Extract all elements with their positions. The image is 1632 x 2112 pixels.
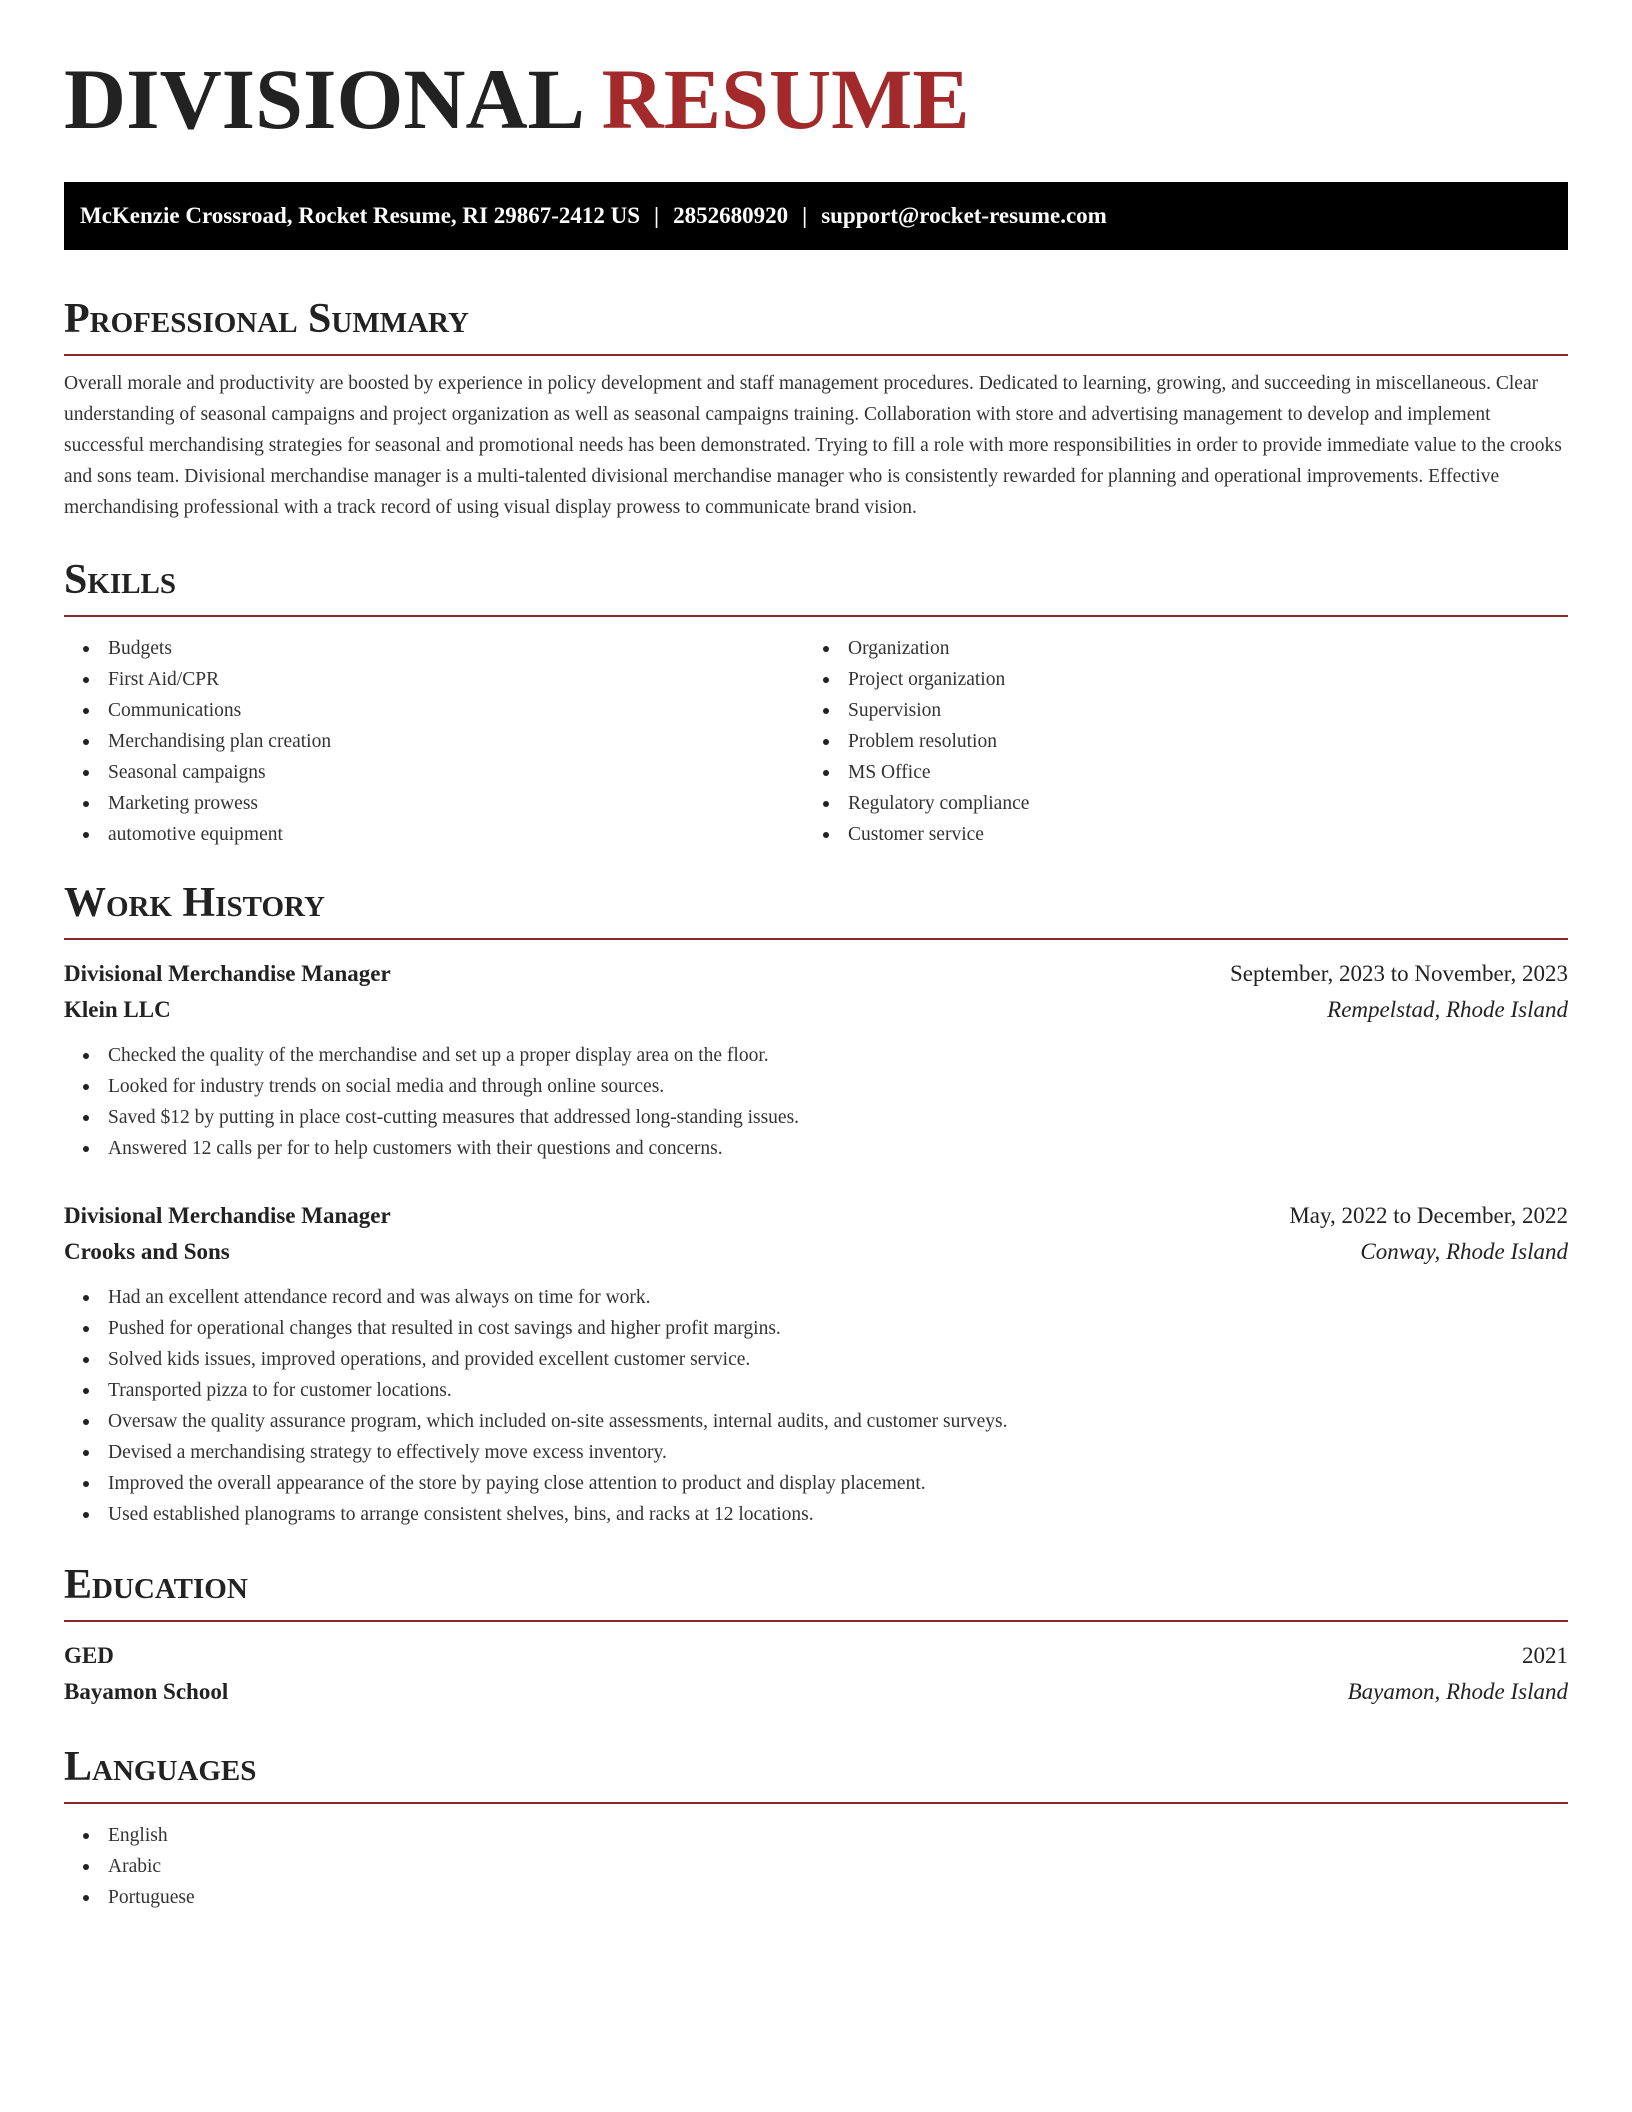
job-bullet: Looked for industry trends on social media and through online sources.: [108, 1071, 1568, 1102]
skill-item: Project organization: [848, 664, 1544, 695]
work-history-section: [64, 882, 1568, 1530]
skills-heading: Skills: [64, 559, 1568, 617]
job-dates: September, 2023 to November, 2023: [1230, 961, 1568, 986]
job-bullet: Oversaw the quality assurance program, which included on-site assessments, internal audits, and customer surveys.: [108, 1406, 1568, 1437]
skill-item: automotive equipment: [108, 819, 804, 850]
job-location: Rempelstad, Rhode Island: [1327, 997, 1568, 1022]
job-bullet: Answered 12 calls per for to help customers with their questions and concerns.: [108, 1133, 1568, 1164]
job-bullet: Used established planograms to arrange consistent shelves, bins, and racks at 12 locations.: [108, 1499, 1568, 1530]
job-entry: [64, 1198, 1568, 1530]
skill-item: Marketing prowess: [108, 788, 804, 819]
skill-item: Communications: [108, 695, 804, 726]
title-part-2: RESUME: [601, 51, 970, 147]
contact-bar: [64, 182, 1568, 250]
skills-column-left: [64, 633, 804, 850]
job-bullets: [64, 1040, 1568, 1164]
job-entry: [64, 956, 1568, 1164]
education-degree-row: [64, 1638, 1568, 1674]
summary-text: Overall morale and productivity are boosted by experience in policy development and staff management procedures. Dedicated to learning, growing, and succeeding in miscellaneous. Clear understanding of seasonal campaigns and project organization as well as seasonal campaigns training. Collaboration with store and advertising management to develop and implement successful merchandising strategies for seasonal and promotional needs has been demonstrated. Trying to fill a role with more responsibilities in order to provide immediate value to the crooks and sons team. Divisional merchandise manager is a multi-talented divisional merchandise manager who is consistently rewarded for planning and operational improvements. Effective merchandising professional with a track record of using visual display prowess to communicate brand vision.: [64, 373, 1562, 518]
job-company-row: [64, 1234, 1568, 1270]
languages-list: [64, 1820, 1568, 1913]
job-bullet: Solved kids issues, improved operations, and provided excellent customer service.: [108, 1344, 1568, 1375]
skill-item: Organization: [848, 633, 1544, 664]
contact-email: support@rocket-resume.com: [821, 203, 1107, 228]
language-item: Portuguese: [108, 1882, 1568, 1913]
job-bullets: [64, 1282, 1568, 1530]
skills-list-left: [64, 633, 804, 850]
resume-title: [64, 0, 1568, 147]
job-company-row: [64, 992, 1568, 1028]
skills-columns: [64, 633, 1568, 850]
contact-separator: |: [802, 203, 808, 228]
job-bullet: Devised a merchandising strategy to effectively move excess inventory.: [108, 1437, 1568, 1468]
job-title: Divisional Merchandise Manager: [64, 961, 391, 986]
education-degree: GED: [64, 1643, 114, 1668]
skill-item: Seasonal campaigns: [108, 757, 804, 788]
job-header-row: [64, 1198, 1568, 1234]
job-bullet: Pushed for operational changes that resulted in cost savings and higher profit margins.: [108, 1313, 1568, 1344]
summary-section: [64, 298, 1568, 523]
skill-item: Supervision: [848, 695, 1544, 726]
skill-item: Problem resolution: [848, 726, 1544, 757]
language-item: English: [108, 1820, 1568, 1851]
languages-section: [64, 1746, 1568, 1913]
job-dates: May, 2022 to December, 2022: [1289, 1203, 1568, 1228]
skill-item: Merchandising plan creation: [108, 726, 804, 757]
skill-item: Customer service: [848, 819, 1544, 850]
job-company: Crooks and Sons: [64, 1239, 230, 1264]
job-title: Divisional Merchandise Manager: [64, 1203, 391, 1228]
job-bullet: Improved the overall appearance of the store by paying close attention to product and display placement.: [108, 1468, 1568, 1499]
languages-heading: Languages: [64, 1746, 1568, 1804]
title-part-1: DIVISIONAL: [64, 51, 581, 147]
contact-address: McKenzie Crossroad, Rocket Resume, RI 29867-2412 US: [80, 203, 641, 228]
education-location: Bayamon, Rhode Island: [1347, 1679, 1568, 1704]
job-bullet: Saved $12 by putting in place cost-cutting measures that addressed long-standing issues.: [108, 1102, 1568, 1133]
contact-separator: |: [654, 203, 660, 228]
education-heading: Education: [64, 1564, 1568, 1622]
job-bullet: Transported pizza to for customer locations.: [108, 1375, 1568, 1406]
skills-column-right: [804, 633, 1544, 850]
job-bullet: Had an excellent attendance record and was always on time for work.: [108, 1282, 1568, 1313]
education-section: [64, 1564, 1568, 1710]
summary-heading: Professional Summary: [64, 298, 1568, 356]
job-company: Klein LLC: [64, 997, 171, 1022]
work-history-heading: Work History: [64, 882, 1568, 940]
skills-section: [64, 559, 1568, 850]
education-school-row: [64, 1674, 1568, 1710]
skills-list-right: [804, 633, 1544, 850]
education-entry: [64, 1638, 1568, 1710]
job-header-row: [64, 956, 1568, 992]
skill-item: Regulatory compliance: [848, 788, 1544, 819]
education-year: 2021: [1522, 1643, 1568, 1668]
job-bullet: Checked the quality of the merchandise and set up a proper display area on the floor.: [108, 1040, 1568, 1071]
language-item: Arabic: [108, 1851, 1568, 1882]
education-school: Bayamon School: [64, 1679, 229, 1704]
job-location: Conway, Rhode Island: [1360, 1239, 1568, 1264]
contact-phone: 2852680920: [673, 203, 789, 228]
skill-item: MS Office: [848, 757, 1544, 788]
skill-item: First Aid/CPR: [108, 664, 804, 695]
skill-item: Budgets: [108, 633, 804, 664]
